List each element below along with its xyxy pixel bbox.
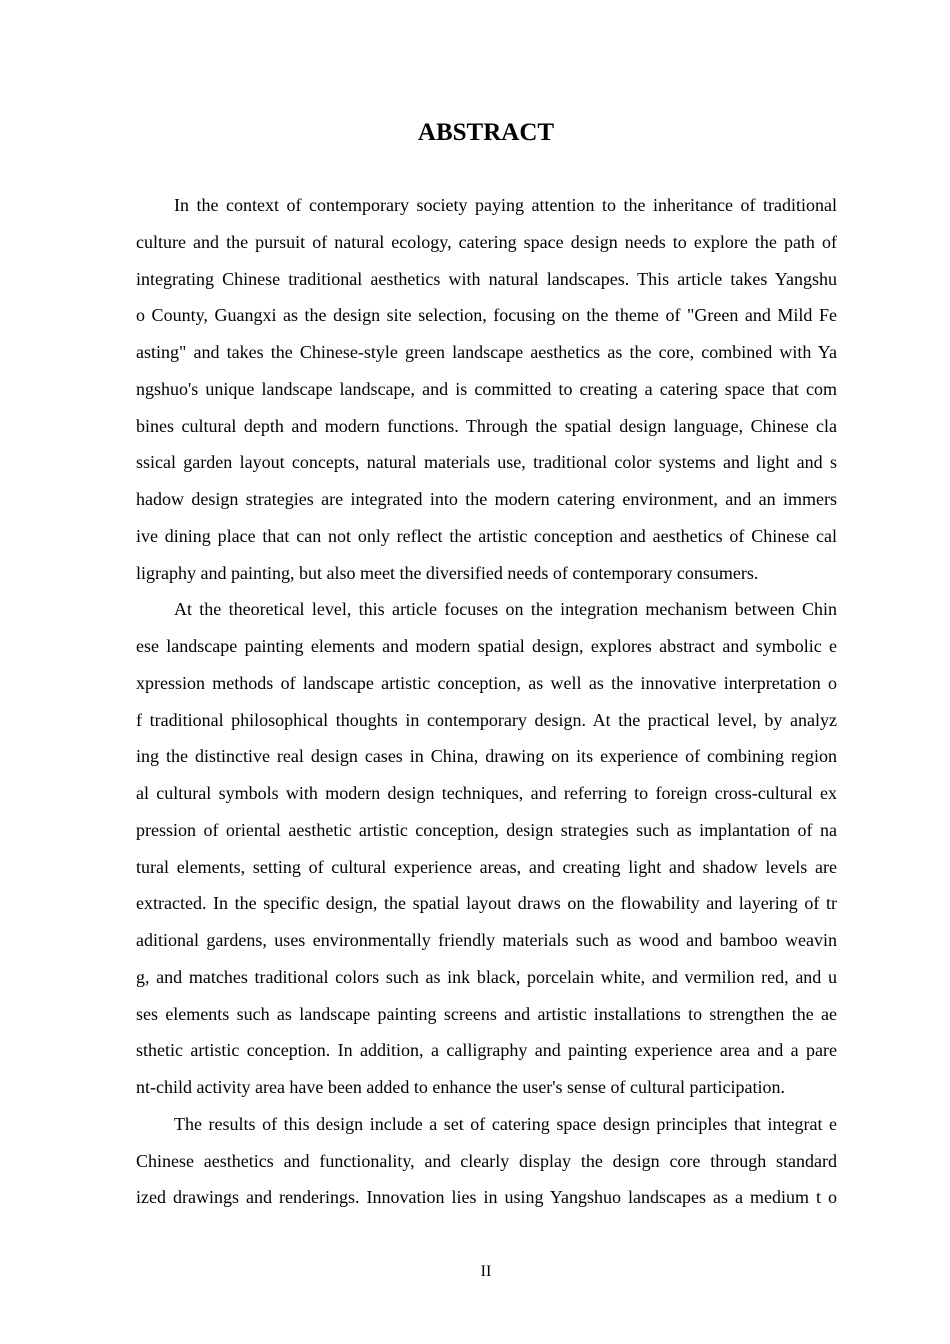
text-line: extracted. In the specific design, the spatial layout draws on the flowability and layering of tr	[136, 893, 837, 914]
text-line: Chinese aesthetics and functionality, and clearly display the design core through standard	[136, 1150, 837, 1171]
text-line: bines cultural depth and modern functions. Through the spatial design language, Chinese cla	[136, 415, 837, 436]
text-line: In the context of contemporary society paying attention to the inheritance of traditional	[174, 195, 837, 215]
text-line: ses elements such as landscape painting screens and artistic installations to strengthen the ae	[136, 1003, 837, 1024]
text-line: ligraphy and painting, but also meet the diversified needs of contemporary consumers.	[136, 562, 759, 583]
text-line: ssical garden layout concepts, natural materials use, traditional color systems and light and s	[136, 452, 837, 473]
text-line: At the theoretical level, this article focuses on the integration mechanism between Chin	[174, 599, 837, 620]
text-line: al cultural symbols with modern design techniques, and referring to foreign cross-cultural ex	[136, 783, 837, 803]
paragraph-3	[136, 1106, 837, 1216]
text-line: hadow design strategies are integrated into the modern catering environment, and an immers	[136, 489, 837, 509]
abstract-heading: ABSTRACT	[417, 119, 555, 146]
text-line: ive dining place that can not only reflect the artistic conception and aesthetics of Chinese cal	[136, 525, 837, 546]
text-line: nt-child activity area have been added to enhance the user's sense of cultural participation.	[136, 1077, 785, 1097]
text-line: tural elements, setting of cultural experience areas, and creating light and shadow levels are	[136, 856, 837, 877]
text-line: sthetic artistic conception. In addition, a calligraphy and painting experience area and a pare	[136, 1040, 837, 1061]
text-line: ing the distinctive real design cases in China, drawing on its experience of combining region	[136, 746, 837, 767]
text-line: asting" and takes the Chinese-style green landscape aesthetics as the core, combined with Ya	[136, 342, 837, 362]
text-line: xpression methods of landscape artistic conception, as well as the innovative interpretation o	[136, 672, 837, 693]
text-line: culture and the pursuit of natural ecology, catering space design needs to explore the path of	[136, 231, 837, 252]
text-line: ese landscape painting elements and modern spatial design, explores abstract and symbolic e	[136, 636, 837, 656]
abstract-body	[136, 187, 837, 1216]
text-line: The results of this design include a set of catering space design principles that integrat e	[174, 1113, 837, 1134]
text-line: o County, Guangxi as the design site selection, focusing on the theme of "Green and Mild Fe	[136, 305, 837, 326]
page-number: II	[480, 1263, 492, 1280]
text-line: ized drawings and renderings. Innovation lies in using Yangshuo landscapes as a medium t o	[136, 1187, 837, 1208]
text-line: pression of oriental aesthetic artistic conception, design strategies such as implantation of na	[136, 819, 837, 840]
paragraph-2	[136, 591, 837, 1106]
text-line: aditional gardens, uses environmentally friendly materials such as wood and bamboo weavin	[136, 930, 837, 950]
text-line: ngshuo's unique landscape landscape, and is committed to creating a catering space that com	[136, 378, 837, 399]
text-line: integrating Chinese traditional aesthetics with natural landscapes. This article takes Yangshu	[136, 268, 837, 289]
paragraph-1	[136, 187, 837, 591]
text-line: g, and matches traditional colors such as ink black, porcelain white, and vermilion red, and u	[136, 966, 837, 987]
text-line: f traditional philosophical thoughts in contemporary design. At the practical level, by analyz	[136, 709, 837, 730]
